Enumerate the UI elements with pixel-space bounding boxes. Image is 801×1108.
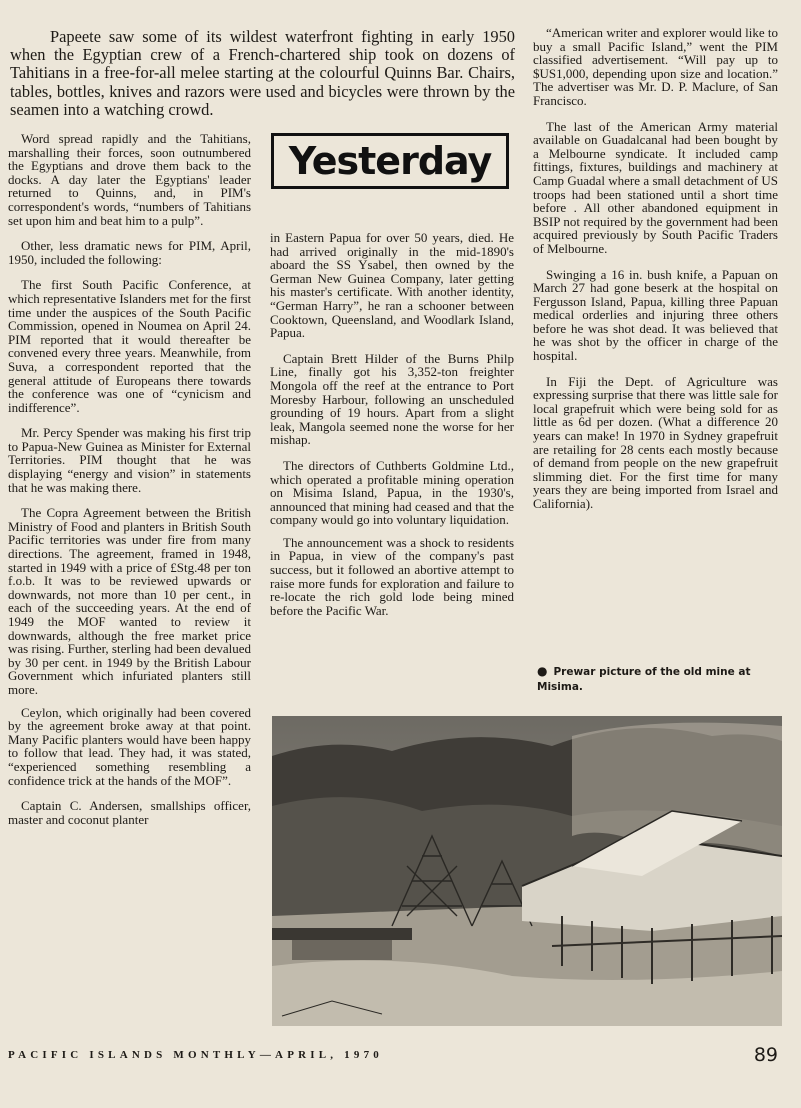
page-footer (8, 1046, 790, 1068)
paragraph: in Eastern Papua for over 50 years, died. He had arrived originally in the mid-1890's aboard the SS Ysabel, then owned by the German New Guinea Company, later getting his master's certificate. With another identity, “German Harry”, he ran a schooner between Cooktown, Queensland, and Woodlark Island, Papua. (270, 230, 514, 341)
page-number: 89 (753, 1044, 778, 1066)
yesterday-masthead (271, 133, 509, 189)
paragraph: The directors of Cuthberts Goldmine Ltd., which operated a profitable mining operation on Misima Island, Papua, in the 1930's, announced that mining had ceased and that the company would go into voluntary liquidation. (270, 457, 514, 528)
bullet-icon: ● (537, 664, 548, 678)
paragraph: Other, less dramatic news for PIM, April, 1950, included the following: (8, 238, 251, 267)
paragraph: Captain C. Andersen, smallships officer, master and coconut planter (8, 798, 251, 827)
photo-caption (537, 664, 782, 695)
paragraph: “American writer and explorer would like to buy a small Pacific Island,” went the PIM classified advertisement. “Will pay up to $US1,000, depending upon size and location.” The advertiser was Mr. D. P. Maclure, of San Francisco. (533, 25, 778, 108)
mine-photo-illustration (272, 716, 782, 1026)
paragraph: The last of the American Army material available on Guadalcanal had been bought by a Melbourne syndicate. It included camp fittings, fixtures, buildings and machinery at Camp Guadal where a small detachment of US troops had been stationed until a short time before . All other abandoned equipment in BSIP not required by the government had been acquired previously by South Pacific Traders of Melbourne. (533, 118, 778, 256)
left-column (8, 132, 251, 826)
right-column (533, 26, 778, 511)
paragraph: Captain Brett Hilder of the Burns Philp Line, finally got his 3,352-ton freighter Mongola off the reef at the entrance to Port Moresby Harbour, following an unscheduled grounding of 19 hours. Apart from a slight leak, Mangola seemed none the worse for her mishap. (270, 350, 514, 448)
paragraph: Ceylon, which originally had been covered by the agreement broke away at that point. Many Pacific planters would have been happy to follow that lead. They had, it was stated, “experienced something resembling a confidence trick at the hands of the MOF”. (8, 704, 251, 788)
mine-photograph (272, 716, 782, 1026)
paragraph: Swinging a 16 in. bush knife, a Papuan on March 27 had gone beserk at the hospital on Fergusson Island, Papua, killing three Papuan medical orderlies and injuring three others before he was shot dead. It was believed that he was shot by the officer in charge of the hospital. (533, 266, 778, 364)
masthead-title: Yesterday (288, 139, 492, 183)
lead-paragraph: Papeete saw some of its wildest waterfront fighting in early 1950 when the Egyptian crew of a French-chartered ship took on dozens of Tahitians in a free-for-all melee starting at the colourful Quinns Bar. Chairs, tables, bottles, knives and razors were used and bicycles were thrown by the seamen into a watching crowd. (10, 27, 515, 119)
paragraph: The announcement was a shock to residents in Papua, in view of the company's past success, but it followed an abortive attempt to raise more funds for exploration and failure to re-locate the rich gold lode being mined before the Pacific War. (270, 534, 514, 618)
middle-column (270, 231, 514, 617)
paragraph: In Fiji the Dept. of Agriculture was expressing surprise that there was little sale for local grapefruit which were being sold for as little as 6d per dozen. (What a difference 20 years can make! In 1970 in Sydney grapefruit are retailing for 28 cents each mostly because of demand from people on the new grapefruit slimming diet. For the first time for many years they are being imported from Israel and California). (533, 373, 778, 511)
paragraph: Word spread rapidly and the Tahitians, marshalling their forces, soon outnumbered the Egyptians and drove them back to the docks. A day later the Egyptians' leader returned to Quinns, and, in PIM's correspondent's words, “numbers of Tahitians set upon him and beat him to a pulp”. (8, 131, 251, 228)
paragraph: The first South Pacific Conference, at which representative Islanders met for the first time under the auspices of the South Pacific Commission, opened in Noumea on April 24. PIM reported that it would thereafter be convened every three years. Meanwhile, from Suva, a correspondent reported that the general attitude of Europeans there towards the conference was one of “cynicism and indifference”. (8, 277, 251, 415)
paragraph: The Copra Agreement between the British Ministry of Food and planters in British South Pacific territories was under fire from many directions. The agreement, framed in 1948, started in 1949 with a price of £Stg.48 per ton f.o.b. It was to be reviewed upwards or downwards, not more than 10 per cent., in each of the succeeding years. At the end of 1949 the MOF wanted to review it downwards, although the free market price was rising. Further, sterling had been devalued by 30 per cent. in 1949 by the British Labour Government which infuriated planters still more. (8, 505, 251, 697)
running-footer: PACIFIC ISLANDS MONTHLY—APRIL, 1970 (8, 1049, 383, 1061)
caption-text: Prewar picture of the old mine at Misima. (537, 666, 751, 693)
paragraph: Mr. Percy Spender was making his first trip to Papua-New Guinea as Minister for External Territories. PIM thought that he was displaying “energy and vision” in statements that he was making there. (8, 425, 251, 495)
